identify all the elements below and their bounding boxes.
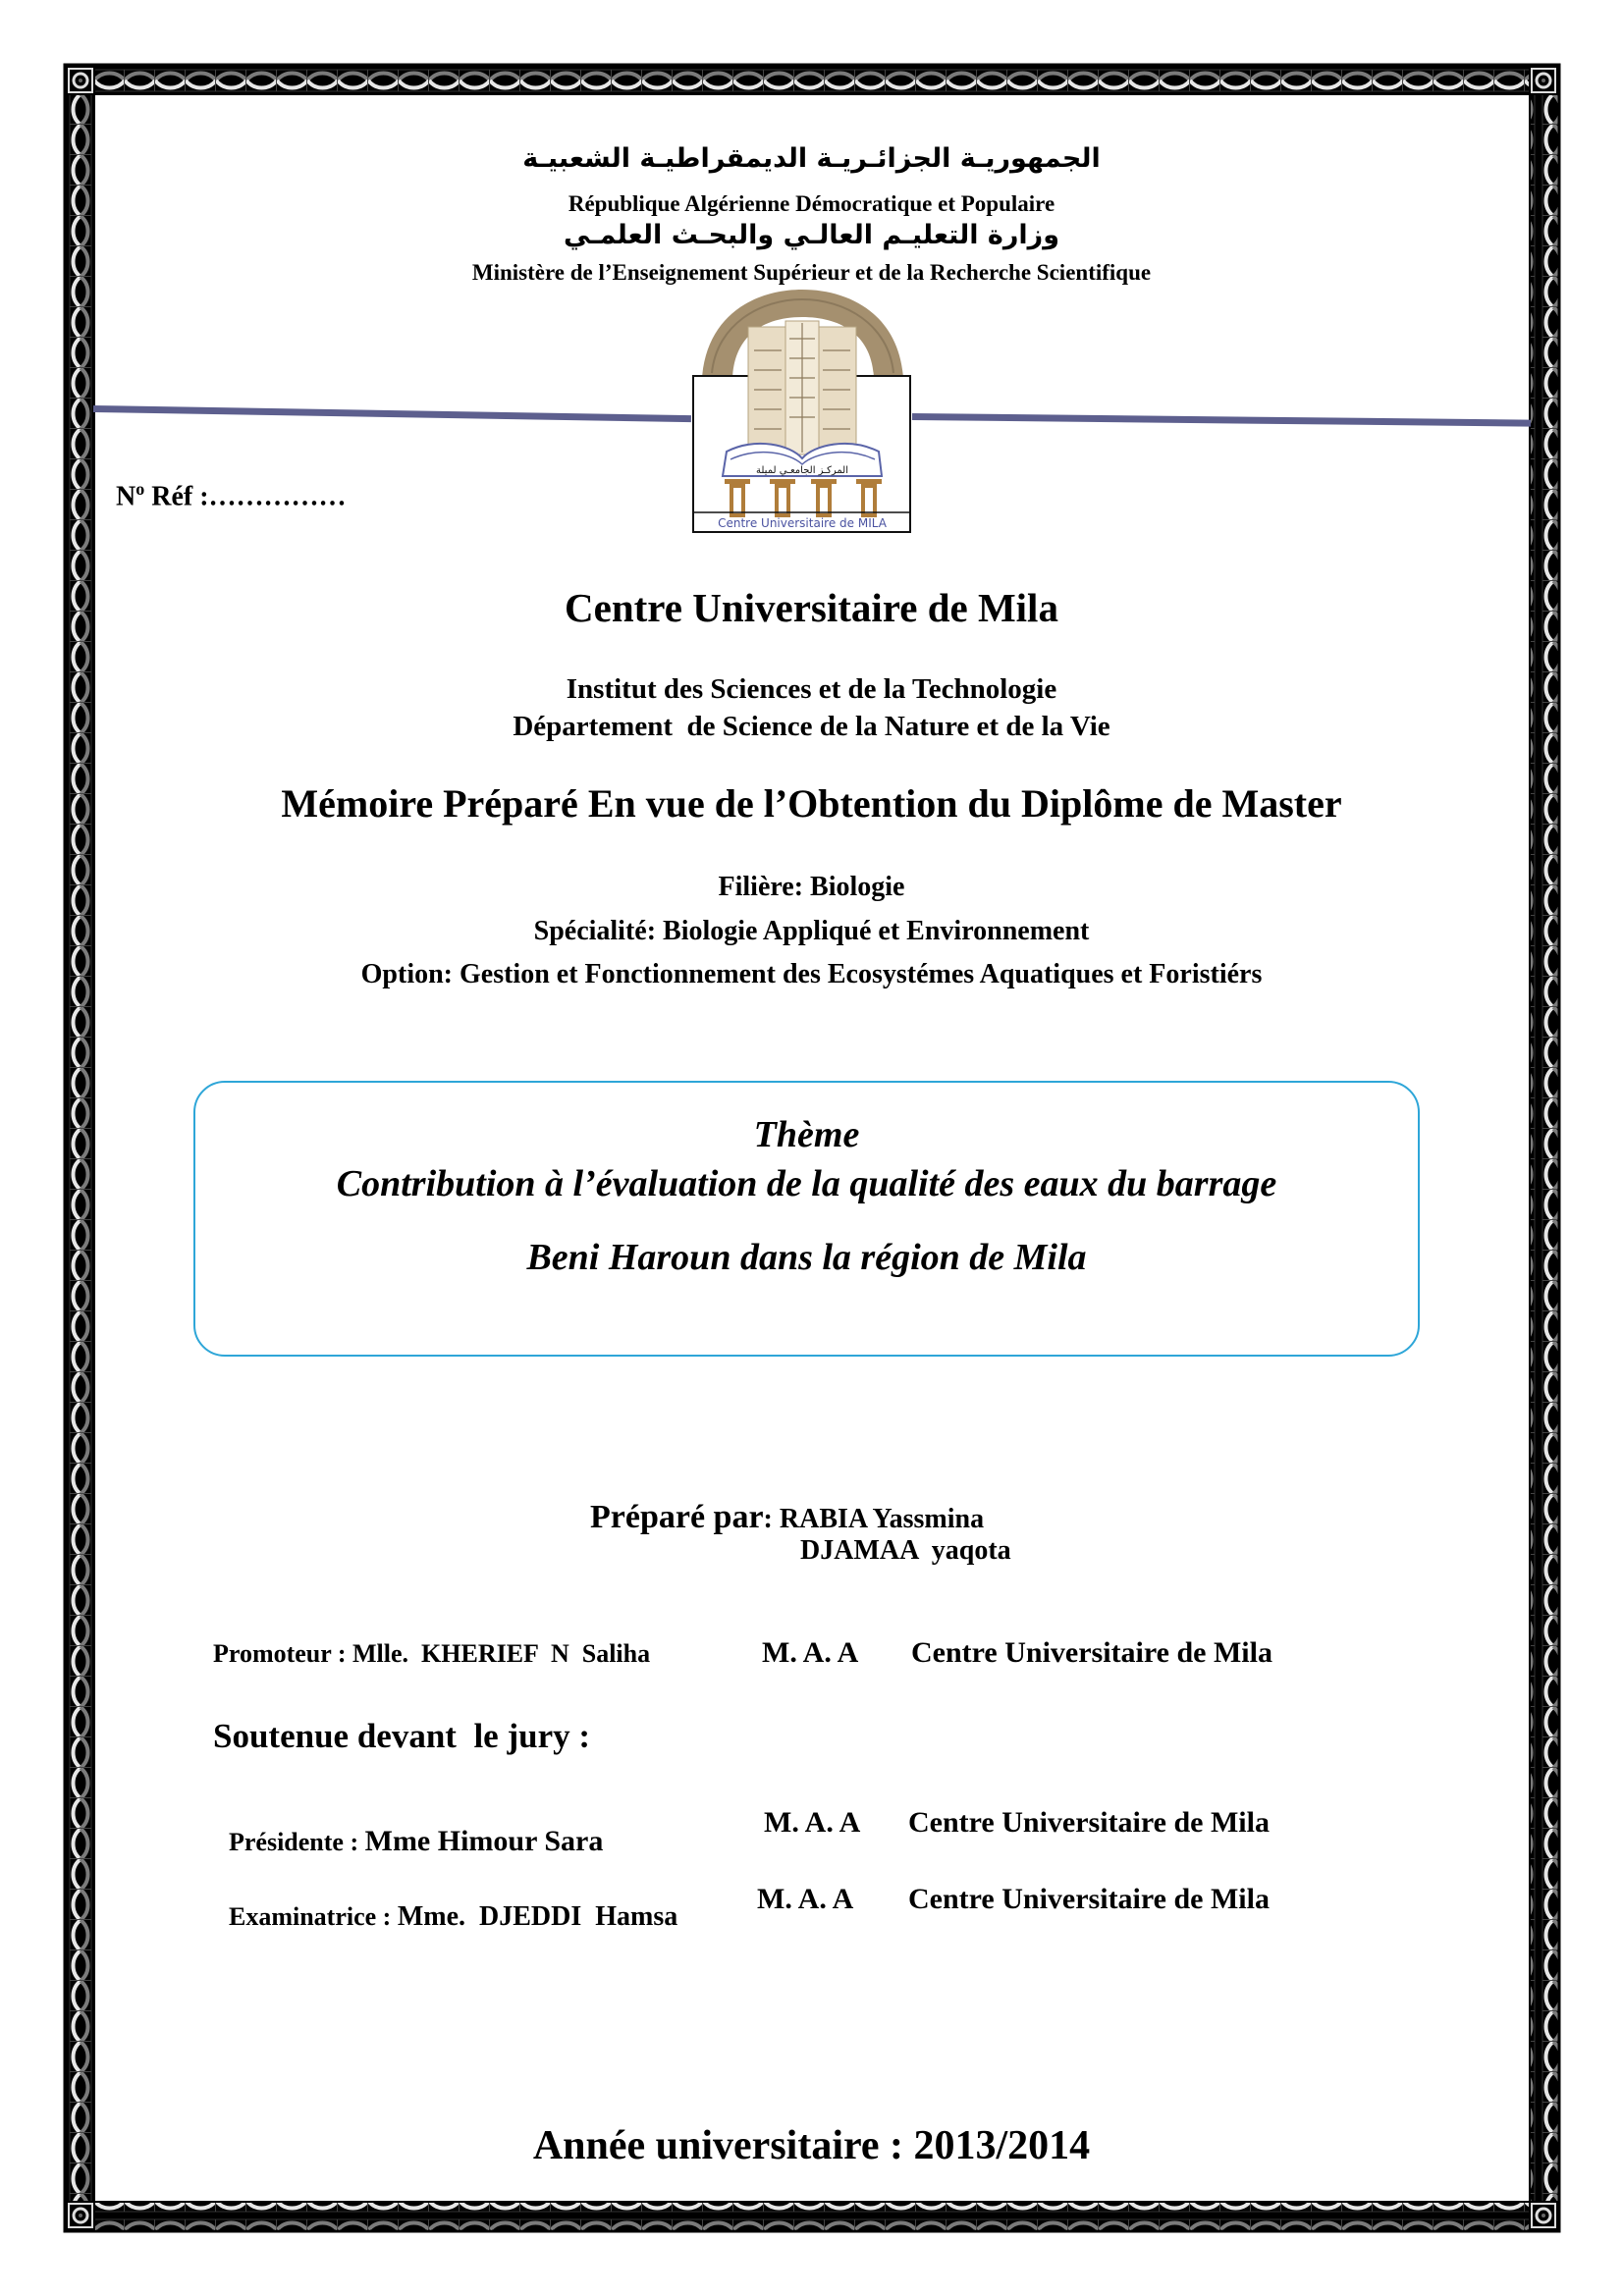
header-republic: République Algérienne Démocratique et Populaire — [568, 191, 1055, 216]
jury-heading: Soutenue devant le jury : — [213, 1717, 591, 1755]
header-arabic-ministry: وزارة التعليـم العالـي والبحـث العلمـي — [564, 220, 1059, 250]
prepared-by: Préparé par: RABIA Yassmina — [590, 1499, 985, 1535]
memoire-title: Mémoire Préparé En vue de l’Obtention du Diplôme de Master — [281, 781, 1342, 826]
promoteur-institution: Centre Universitaire de Mila — [911, 1636, 1272, 1669]
institute-name: Institut des Sciences et de la Technologie — [566, 673, 1057, 705]
academic-year: Année universitaire : 2013/2014 — [532, 2123, 1091, 2168]
border-bottom — [94, 2201, 1530, 2230]
corner-ornament-icon — [66, 66, 95, 95]
university-logo — [687, 280, 918, 537]
reference-number: $N^o$ Réf :…………… — [116, 479, 347, 512]
svg-text:المركـز الجامعـي لميلة: المركـز الجامعـي لميلة — [756, 465, 848, 476]
corner-ornament-icon — [1529, 2201, 1558, 2230]
theme-heading: Thème — [753, 1114, 860, 1155]
department-name: Département de Science de la Nature et de la Vie — [513, 711, 1110, 742]
jury-member-examinatrice-institution: Centre Universitaire de Mila — [908, 1883, 1270, 1915]
filiere: Filière: Biologie — [718, 872, 905, 902]
border-right — [1529, 94, 1558, 2202]
specialite: Spécialité: Biologie Appliqué et Environnement — [533, 916, 1090, 946]
jury-member-presidente-grade: M. A. A — [764, 1806, 861, 1839]
institution-name: Centre Universitaire de Mila — [565, 585, 1058, 630]
promoteur: Promoteur : Mlle. KHERIEF N Saliha — [213, 1639, 651, 1668]
border-top — [94, 66, 1530, 95]
student-2: DJAMAA yaqota — [800, 1535, 1011, 1566]
corner-ornament-icon — [66, 2201, 95, 2230]
promoteur-grade: M. A. A — [762, 1636, 859, 1669]
theme-title-line-2: Beni Haroun dans la région de Mila — [526, 1237, 1087, 1278]
prepared-by-label: Préparé par — [590, 1499, 764, 1535]
header-arabic-republic: الجمهوريـة الجزائـريـة الديمقراطيـة الشعبيـة — [522, 143, 1101, 174]
student-1: RABIA Yassmina — [779, 1504, 985, 1534]
logo-label: Centre Universitaire de MILA — [718, 516, 887, 530]
theme-title-line-1: Contribution à l’évaluation de la qualité des eaux du barrage — [336, 1163, 1277, 1204]
header-ministry: Ministère de l’Enseignement Supérieur et de la Recherche Scientifique — [471, 260, 1152, 285]
option: Option: Gestion et Fonctionnement des Ecosystémes Aquatiques et Foristiérs — [360, 959, 1263, 989]
border-left — [66, 94, 95, 2202]
jury-member-examinatrice: Examinatrice : Mme. DJEDDI Hamsa — [229, 1901, 678, 1932]
corner-ornament-icon — [1529, 66, 1558, 95]
jury-member-presidente: Présidente : Mme Himour Sara — [229, 1825, 604, 1857]
reference-dots[interactable]: …………… — [208, 481, 347, 512]
jury-member-examinatrice-grade: M. A. A — [757, 1883, 854, 1915]
jury-member-presidente-institution: Centre Universitaire de Mila — [908, 1806, 1270, 1839]
